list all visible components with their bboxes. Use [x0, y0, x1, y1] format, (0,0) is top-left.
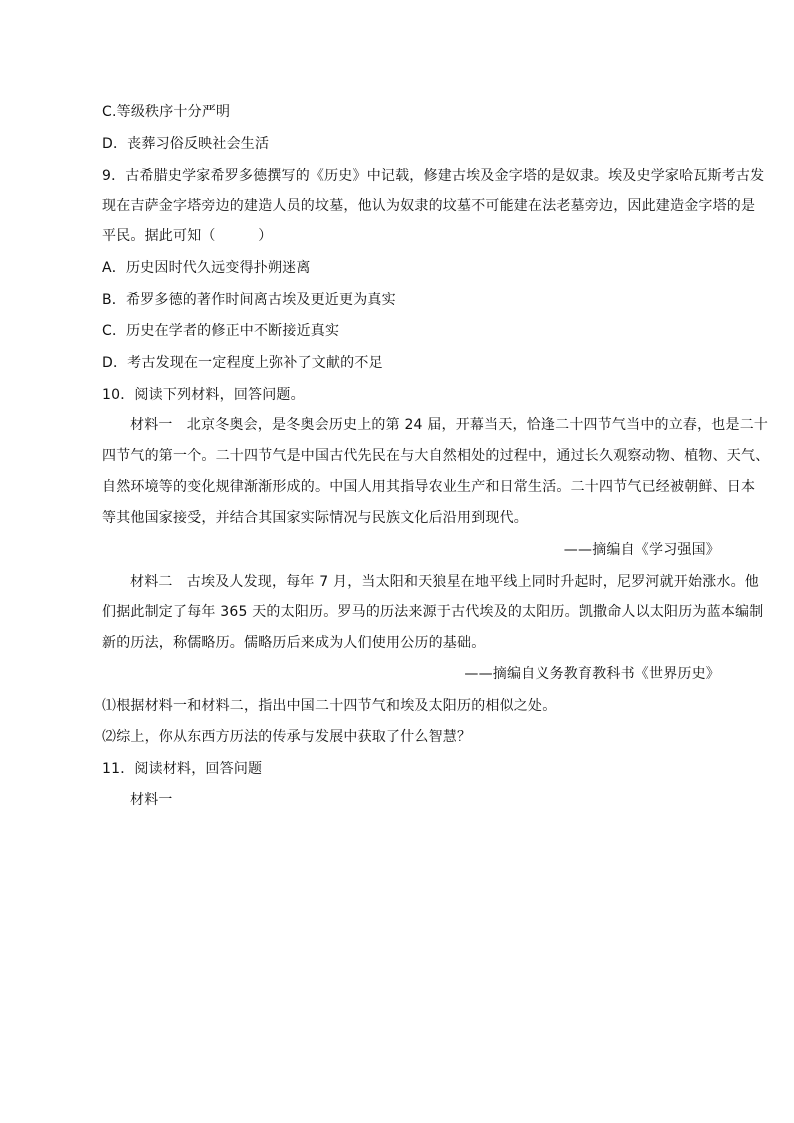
q10-material2-line-2: 们据此制定了每年 365 天的太阳历。罗马的历法来源于古代埃及的太阳历。凯撒命人以太阳历为蓝本编制 — [102, 604, 764, 620]
q10-question-1: ⑴根据材料一和材料二，指出中国二十四节气和埃及太阳历的相似之处。 — [102, 698, 557, 714]
q10-material1-line-3: 自然环境等的变化规律渐渐形成的。中国人用其指导农业生产和日常生活。二十四节气已经被朝鲜、日本 — [102, 479, 756, 495]
q9-option-a: A．历史因时代久远变得扑朔迷离 — [102, 260, 311, 276]
q10-material1-line-4: 等其他国家接受，并结合其国家实际情况与民族文化后沿用到现代。 — [102, 510, 528, 526]
q9-option-c: C．历史在学者的修正中不断接近真实 — [102, 323, 340, 339]
q11-stem: 11．阅读材料，回答问题 — [102, 761, 263, 777]
q10-material2-line-1: 材料二 古埃及人发现，每年 7 月，当太阳和天狼星在地平线上同时升起时，尼罗河就开始涨水。他 — [130, 574, 760, 590]
q8-option-c: C.等级秩序十分严明 — [102, 104, 231, 120]
q9-stem-line-1: 9．古希腊史学家希罗多德撰写的《历史》中记载，修建古埃及金字塔的是奴隶。埃及史学家哈瓦斯考古发 — [102, 168, 765, 184]
q10-material2-line-3: 新的历法，称儒略历。儒略历后来成为人们使用公历的基础。 — [102, 635, 486, 651]
q8-option-d: D．丧葬习俗反映社会生活 — [102, 136, 270, 152]
q10-stem: 10．阅读下列材料，回答问题。 — [102, 387, 305, 403]
q10-material2-source: ——摘编自义务教育教科书《世界历史》 — [464, 666, 720, 682]
q9-stem-line-3: 平民。据此可知（ ） — [102, 228, 273, 244]
q9-option-d: D．考古发现在一定程度上弥补了文献的不足 — [102, 355, 383, 371]
q10-material1-source: ——摘编自《学习强国》 — [563, 542, 720, 558]
q10-question-2: ⑵综上，你从东西方历法的传承与发展中获取了什么智慧？ — [102, 729, 472, 745]
q9-stem-line-2: 现在吉萨金字塔旁边的建造人员的坟墓，他认为奴隶的坟墓不可能建在法老墓旁边，因此建造金字塔的是 — [102, 198, 756, 214]
q10-material1-line-1: 材料一 北京冬奥会，是冬奥会历史上的第 24 届，开幕当天，恰逢二十四节气当中的立春，也是二十 — [130, 417, 769, 433]
q11-material1-label: 材料一 — [130, 792, 173, 808]
q9-option-b: B．希罗多德的著作时间离古埃及更近更为真实 — [102, 292, 396, 308]
q10-material1-line-2: 四节气的第一个。二十四节气是中国古代先民在与大自然相处的过程中，通过长久观察动物、植物、天气、 — [102, 448, 770, 464]
